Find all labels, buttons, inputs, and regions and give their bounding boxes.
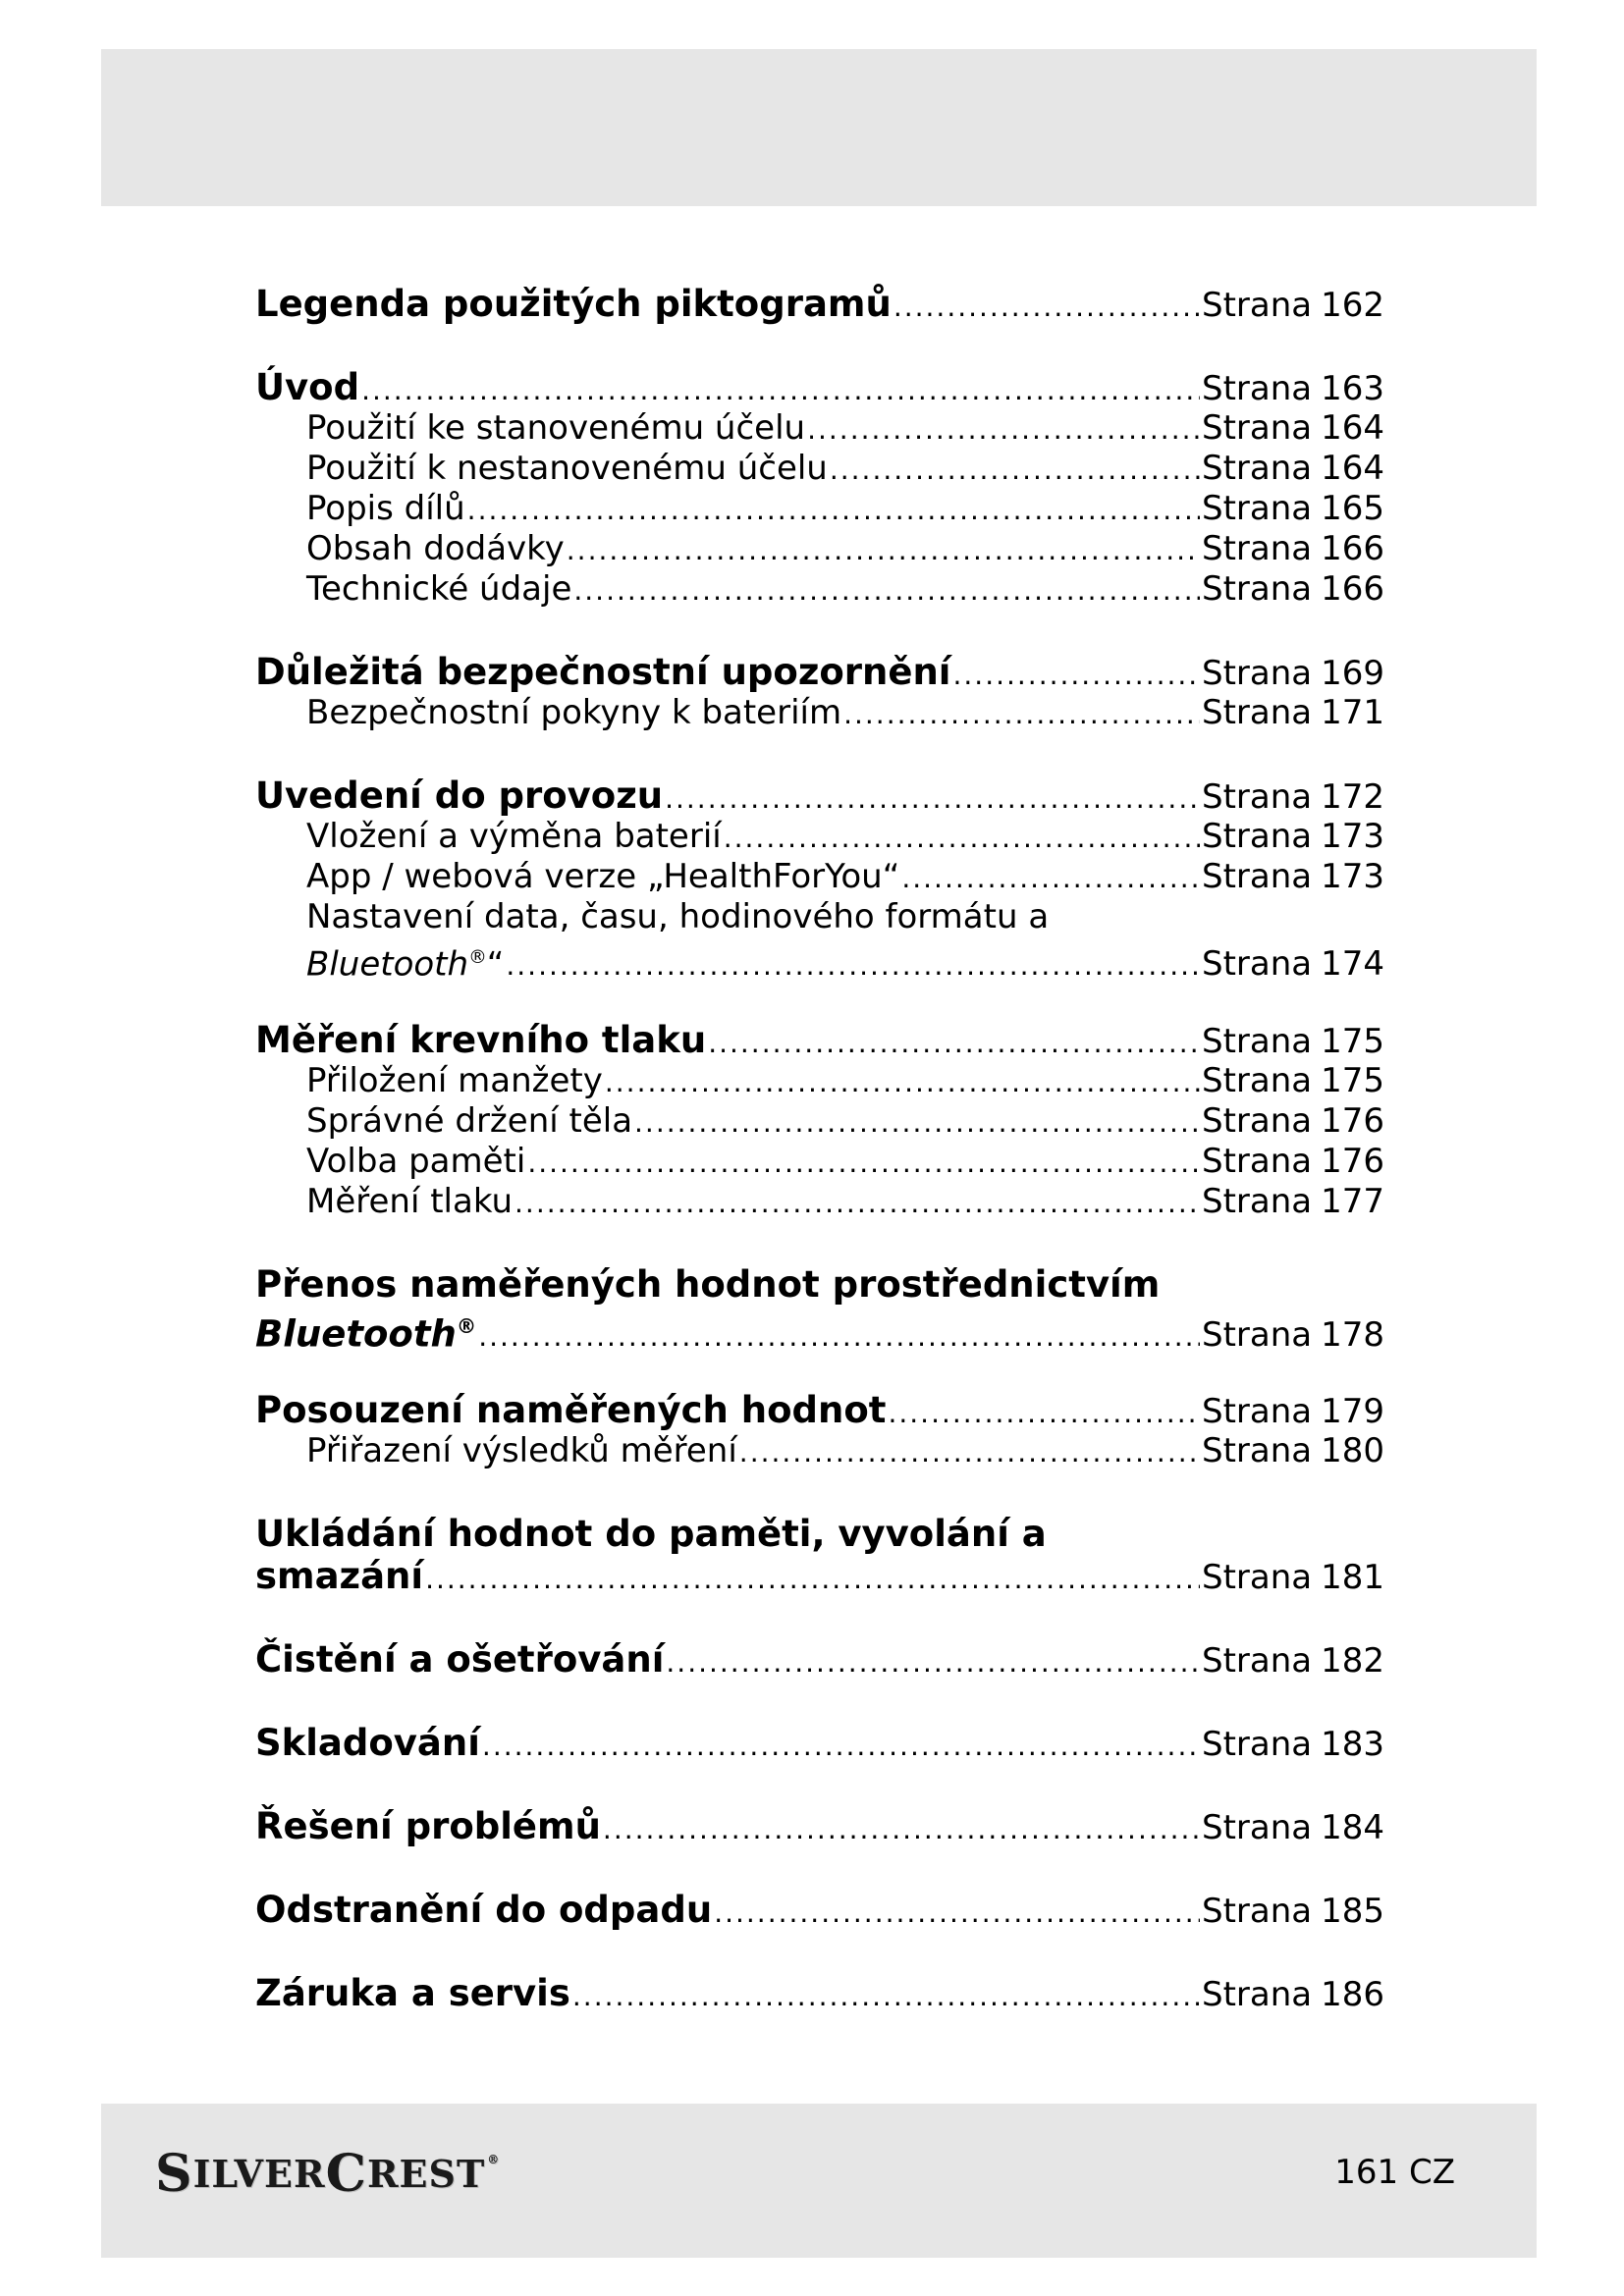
toc-subentry[interactable] (255, 857, 1384, 897)
toc-page-number: 176 (1321, 1142, 1384, 1181)
toc-page-number: 172 (1321, 777, 1384, 817)
toc-page-number: 163 (1321, 369, 1384, 408)
dot-leader (665, 777, 1200, 820)
toc-subentry[interactable] (255, 1182, 1384, 1222)
dot-leader (605, 1062, 1200, 1102)
toc-page-number: 183 (1321, 1725, 1384, 1764)
toc-page-word: Strana (1202, 1808, 1313, 1847)
toc-page-number: 173 (1321, 817, 1384, 856)
dot-leader (425, 1558, 1200, 1600)
dot-leader (634, 1102, 1200, 1143)
toc-page-word: Strana (1202, 1975, 1313, 2014)
dot-leader (506, 945, 1200, 986)
toc-entry[interactable] (255, 1889, 1384, 1931)
dot-leader (361, 369, 1200, 411)
toc-title: Záruka a servis (255, 1972, 570, 2014)
toc-page-word: Strana (1202, 369, 1313, 408)
toc-page-number: 175 (1321, 1061, 1384, 1100)
toc-page-word: Strana (1202, 1431, 1313, 1470)
toc-subentry-line1[interactable]: Nastavení data, času, hodinového formátu a (306, 897, 1050, 936)
toc-title: Vložení a výměna baterií (306, 817, 722, 856)
toc-title: Technické údaje (306, 569, 572, 609)
toc-title: Přiložení manžety (306, 1061, 603, 1100)
toc-page-number: 171 (1321, 693, 1384, 732)
toc-page-word: Strana (1202, 1641, 1313, 1681)
toc-page-word: Strana (1202, 777, 1313, 817)
toc-title: Řešení problémů (255, 1805, 601, 1847)
logo-letters: REST (366, 2151, 486, 2196)
toc-page-number: 166 (1321, 569, 1384, 609)
toc-title: Uvedení do provozu (255, 774, 664, 817)
toc-page-word: Strana (1202, 817, 1313, 856)
dot-leader (708, 1022, 1200, 1064)
toc-page-word: Strana (1202, 1892, 1313, 1931)
toc-page-number: 178 (1321, 1315, 1384, 1356)
closing-quote: “ (486, 944, 505, 985)
toc-page-word: Strana (1202, 944, 1313, 985)
toc-page-number: 162 (1321, 286, 1384, 325)
toc-subentry[interactable] (255, 1431, 1384, 1471)
toc-title: Důležitá bezpečnostní upozornění (255, 651, 951, 693)
toc-title: Bezpečnostní pokyny k bateriím (306, 693, 842, 732)
toc-subentry[interactable] (255, 937, 1384, 985)
logo-letter: C (325, 2143, 367, 2204)
logo-registered-mark: ® (487, 2153, 501, 2166)
toc-entry[interactable] (255, 774, 1384, 817)
dot-leader (893, 286, 1200, 328)
toc-page-number: 181 (1321, 1558, 1384, 1597)
toc-subentry[interactable] (255, 449, 1384, 489)
dot-leader (830, 450, 1200, 490)
dot-leader (901, 858, 1200, 898)
toc-entry[interactable] (255, 283, 1384, 325)
toc-subentry[interactable] (255, 489, 1384, 529)
toc-page-word: Strana (1202, 1725, 1313, 1764)
toc-entry[interactable] (255, 1555, 1384, 1597)
dot-leader (739, 1432, 1200, 1472)
toc-page-number: 176 (1321, 1101, 1384, 1141)
toc-page-number: 164 (1321, 449, 1384, 488)
registered-mark: ® (456, 1314, 477, 1338)
toc-entry[interactable] (255, 366, 1384, 408)
toc-entry[interactable] (255, 1638, 1384, 1681)
toc-page-word: Strana (1202, 1061, 1313, 1100)
toc-title: Čistění a ošetřování (255, 1638, 665, 1681)
toc-page-number: 169 (1321, 654, 1384, 693)
toc-entry[interactable] (255, 1389, 1384, 1431)
dot-leader (514, 1183, 1200, 1223)
toc-title: Volba paměti (306, 1142, 526, 1181)
toc-title: Úvod (255, 366, 360, 408)
toc-page-word: Strana (1202, 489, 1313, 528)
toc-page-word: Strana (1202, 1182, 1313, 1221)
dot-leader (573, 570, 1200, 611)
toc-page-word: Strana (1202, 286, 1313, 325)
registered-mark: ® (468, 947, 487, 968)
toc-page-word: Strana (1202, 1558, 1313, 1597)
toc-page-word: Strana (1202, 529, 1313, 568)
dot-leader (572, 1975, 1200, 2017)
toc-subentry[interactable] (255, 569, 1384, 610)
dot-leader (714, 1892, 1200, 1934)
dot-leader (527, 1143, 1200, 1183)
bluetooth-text: Bluetooth (255, 1312, 457, 1356)
toc-title: Použití ke stanovenému účelu (306, 408, 806, 448)
toc-title: Skladování (255, 1722, 480, 1764)
bluetooth-text: Bluetooth (306, 944, 469, 985)
toc-page-number: 186 (1321, 1975, 1384, 2014)
toc-page-word: Strana (1202, 1142, 1313, 1181)
toc-title: Odstranění do odpadu (255, 1889, 713, 1931)
toc-entry[interactable] (255, 1805, 1384, 1847)
toc-page-number: 175 (1321, 1022, 1384, 1061)
toc-page-word: Strana (1202, 1392, 1313, 1431)
dot-leader (807, 409, 1200, 450)
page-number: 161 CZ (1334, 2153, 1455, 2192)
toc-page-number: 165 (1321, 489, 1384, 528)
toc-page-word: Strana (1202, 569, 1313, 609)
toc-title: Použití k nestanovenému účelu (306, 449, 828, 488)
toc-subentry[interactable] (255, 1101, 1384, 1142)
silvercrest-logo (155, 2129, 500, 2217)
toc-entry-line1[interactable]: Ukládání hodnot do paměti, vyvolání a (255, 1513, 1047, 1555)
toc-page-word: Strana (1202, 408, 1313, 448)
toc-entry-line1[interactable]: Přenos naměřených hodnot prostřednictvím (255, 1263, 1161, 1306)
toc-page-number: 177 (1321, 1182, 1384, 1221)
table-of-contents (255, 283, 1384, 2014)
toc-page-number: 185 (1321, 1892, 1384, 1931)
toc-subentry[interactable] (255, 529, 1384, 569)
dot-leader (478, 1315, 1200, 1358)
toc-title: Přiřazení výsledků měření (306, 1431, 737, 1470)
dot-leader (888, 1392, 1200, 1434)
toc-page-word: Strana (1202, 449, 1313, 488)
dot-leader (482, 1725, 1200, 1767)
toc-page-word: Strana (1202, 857, 1313, 896)
toc-page-number: 180 (1321, 1431, 1384, 1470)
logo-letter: S (155, 2143, 193, 2204)
toc-subentry[interactable] (255, 693, 1384, 733)
toc-page-number: 166 (1321, 529, 1384, 568)
toc-title: Měření tlaku (306, 1182, 514, 1221)
toc-subentry[interactable] (255, 1061, 1384, 1101)
dot-leader (467, 490, 1200, 530)
toc-entry[interactable] (255, 1722, 1384, 1764)
toc-entry[interactable] (255, 651, 1384, 693)
dot-leader (666, 1641, 1200, 1683)
toc-title (306, 937, 504, 985)
header-band (101, 49, 1537, 206)
dot-leader (953, 654, 1201, 696)
toc-page-word: Strana (1202, 1022, 1313, 1061)
toc-subentry[interactable] (255, 817, 1384, 857)
toc-title: Měření krevního tlaku (255, 1019, 707, 1061)
toc-page-word: Strana (1202, 693, 1313, 732)
toc-page-number: 184 (1321, 1808, 1384, 1847)
toc-title: Obsah dodávky (306, 529, 565, 568)
toc-subentry[interactable] (255, 408, 1384, 449)
toc-page-number: 173 (1321, 857, 1384, 896)
toc-title: Správné držení těla (306, 1101, 633, 1141)
toc-page-number: 179 (1321, 1392, 1384, 1431)
logo-letters: ILVER (192, 2151, 326, 2196)
toc-title: Popis dílů (306, 489, 465, 528)
toc-page-word: Strana (1202, 654, 1313, 693)
toc-entry[interactable] (255, 1972, 1384, 2014)
dot-leader (567, 530, 1200, 570)
toc-title: Posouzení naměřených hodnot (255, 1389, 887, 1431)
toc-title: smazání (255, 1555, 424, 1597)
toc-page-number: 174 (1321, 944, 1384, 985)
toc-subentry[interactable] (255, 1142, 1384, 1182)
dot-leader (603, 1808, 1200, 1850)
toc-title: Legenda použitých piktogramů (255, 283, 892, 325)
toc-title: App / webová verze „HealthForYou“ (306, 857, 900, 896)
dot-leader (843, 694, 1200, 734)
toc-page-word: Strana (1202, 1101, 1313, 1141)
toc-page-number: 164 (1321, 408, 1384, 448)
toc-entry[interactable] (255, 1019, 1384, 1061)
toc-page-number: 182 (1321, 1641, 1384, 1681)
toc-title (255, 1306, 476, 1355)
toc-entry[interactable] (255, 1306, 1384, 1356)
dot-leader (724, 818, 1200, 858)
toc-page-word: Strana (1202, 1315, 1313, 1356)
